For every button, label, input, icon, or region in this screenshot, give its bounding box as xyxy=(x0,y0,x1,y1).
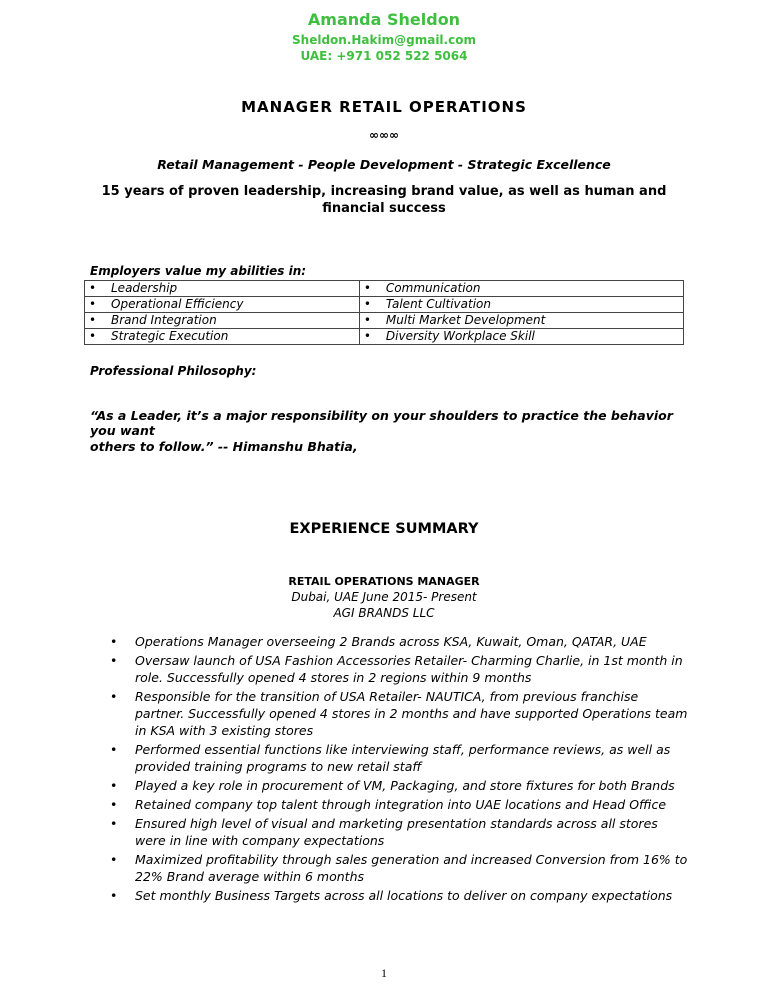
ability-item: Strategic Execution xyxy=(103,329,359,345)
duty-text: Oversaw launch of USA Fashion Accessories Retailer- Charming Charlie, in 1st month in role. Successfully opened 4 stores in 2 regions within 9 months xyxy=(135,653,683,685)
phone-number: UAE: +971 052 522 5064 xyxy=(300,49,468,63)
ability-item: Operational Efficiency xyxy=(103,297,359,313)
ability-item: Talent Cultivation xyxy=(378,297,684,313)
job-location-dates: Dubai, UAE June 2015- Present xyxy=(291,590,477,604)
summary-statement: 15 years of proven leadership, increasing brand value, as well as human and financial success xyxy=(101,184,667,216)
duty-text: Ensured high level of visual and marketing presentation standards across all stores were in line with company expectations xyxy=(135,816,658,848)
abilities-row xyxy=(85,297,684,313)
bullet-icon: • xyxy=(110,634,118,649)
duties-list xyxy=(110,633,690,906)
bullet-icon: • xyxy=(110,689,118,704)
ability-item: Brand Integration xyxy=(103,313,359,329)
job-company: AGI BRANDS LLC xyxy=(333,606,435,620)
resume-title: MANAGER RETAIL OPERATIONS xyxy=(241,98,527,116)
duty-item xyxy=(110,688,690,739)
ability-item: Communication xyxy=(378,281,684,297)
bullet-icon: • xyxy=(110,816,118,831)
philosophy-quote-line-1: “As a Leader, it’s a major responsibility on your shoulders to practice the behavior you want xyxy=(90,408,673,438)
bullet-icon: • xyxy=(110,653,118,668)
abilities-row xyxy=(85,329,684,345)
ability-item: Multi Market Development xyxy=(378,313,684,329)
bullet-icon: • xyxy=(85,313,104,329)
bullet-icon: • xyxy=(85,281,104,297)
duty-text: Set monthly Business Targets across all locations to deliver on company expectations xyxy=(135,888,673,903)
bullet-icon: • xyxy=(110,888,118,903)
bullet-icon: • xyxy=(110,852,118,867)
ability-item: Diversity Workplace Skill xyxy=(378,329,684,345)
philosophy-quote-line-2: others to follow.” -- Himanshu Bhatia, xyxy=(90,439,358,454)
abilities-heading: Employers value my abilities in: xyxy=(90,264,307,278)
email-address: Sheldon.Hakim@gmail.com xyxy=(292,33,476,47)
bullet-icon: • xyxy=(110,778,118,793)
duty-item xyxy=(110,741,690,775)
duty-text: Responsible for the transition of USA Retailer- NAUTICA, from previous franchise partner. Successfully opened 4 stores in 2 months and have supported Operations team in KSA with 3 existing stores xyxy=(135,689,688,738)
bullet-icon: • xyxy=(85,297,104,313)
duty-text: Played a key role in procurement of VM, Packaging, and store fixtures for both Brands xyxy=(135,778,675,793)
abilities-row xyxy=(85,281,684,297)
abilities-row xyxy=(85,313,684,329)
bullet-icon: • xyxy=(359,281,378,297)
bullet-icon: • xyxy=(85,329,104,345)
candidate-name: Amanda Sheldon xyxy=(307,10,461,29)
duty-item xyxy=(110,851,690,885)
abilities-table xyxy=(84,280,684,345)
bullet-icon: • xyxy=(359,313,378,329)
duty-item xyxy=(110,887,690,904)
tagline: Retail Management - People Development - Strategic Excellence xyxy=(157,157,611,172)
ability-item: Leadership xyxy=(103,281,359,297)
page-number: 1 xyxy=(381,966,387,980)
duty-text: Retained company top talent through integration into UAE locations and Head Office xyxy=(135,797,667,812)
duty-item xyxy=(110,815,690,849)
bullet-icon: • xyxy=(359,297,378,313)
duty-item xyxy=(110,633,690,650)
duty-text: Performed essential functions like interviewing staff, performance reviews, as well as provided training programs to new retail staff xyxy=(135,742,671,774)
bullet-icon: • xyxy=(110,797,118,812)
duty-item xyxy=(110,777,690,794)
bullet-icon: • xyxy=(110,742,118,757)
philosophy-label: Professional Philosophy: xyxy=(90,364,257,378)
title-ornament: ∞∞∞ xyxy=(369,128,399,142)
duty-text: Maximized profitability through sales generation and increased Conversion from 16% to 22% Brand average within 6 months xyxy=(135,852,688,884)
duty-text: Operations Manager overseeing 2 Brands across KSA, Kuwait, Oman, QATAR, UAE xyxy=(135,634,647,649)
experience-heading: EXPERIENCE SUMMARY xyxy=(289,521,479,537)
duty-item xyxy=(110,652,690,686)
bullet-icon: • xyxy=(359,329,378,345)
duty-item xyxy=(110,796,690,813)
job-title: RETAIL OPERATIONS MANAGER xyxy=(288,575,480,588)
